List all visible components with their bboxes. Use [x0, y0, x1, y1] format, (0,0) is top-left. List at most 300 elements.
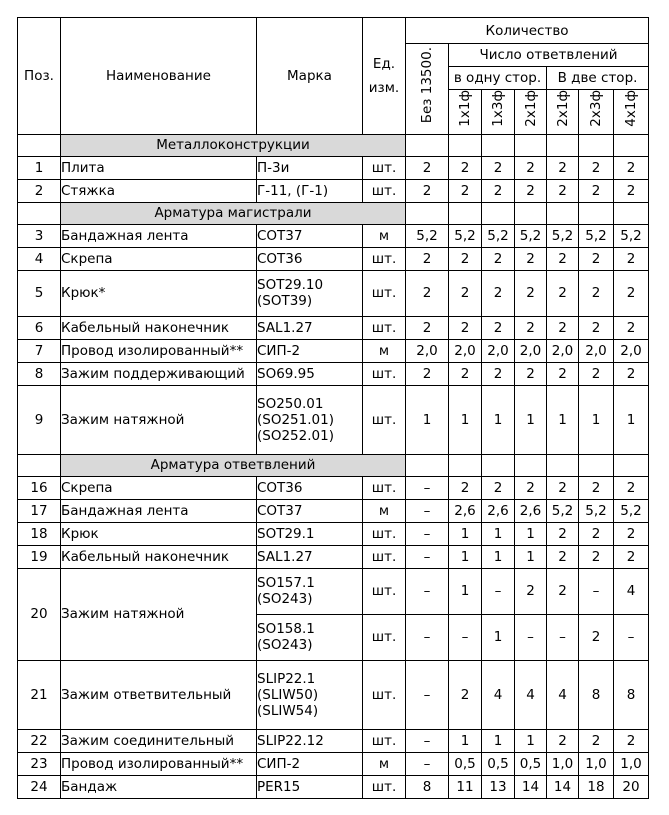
cell-empty	[18, 134, 61, 156]
cell-value: 2	[547, 522, 579, 545]
cell-value: 1	[482, 522, 515, 545]
cell-value: 2,0	[579, 339, 614, 362]
cell-value: 2	[449, 316, 482, 339]
cell-value: 5,2	[579, 499, 614, 522]
cell-empty	[579, 134, 614, 156]
cell-value: 1,0	[579, 752, 614, 775]
header-col	[579, 90, 614, 135]
cell-value: –	[515, 614, 547, 660]
mark-line: SO157.1	[257, 575, 315, 592]
cell-value: 4	[547, 660, 579, 729]
cell-name: Провод изолированный**	[61, 339, 257, 362]
cell-unit: шт.	[363, 385, 406, 454]
cell-value: 2	[482, 316, 515, 339]
cell-value: –	[482, 568, 515, 614]
cell-value: 1	[515, 385, 547, 454]
cell-value: 2,0	[406, 339, 449, 362]
cell-value: 2	[515, 179, 547, 202]
cell-empty	[482, 454, 515, 476]
section-title: Металлоконструкции	[61, 134, 406, 156]
header-col	[515, 90, 547, 135]
cell-value: 1	[614, 385, 649, 454]
cell-empty	[614, 454, 649, 476]
mark-line: (SLIW50)	[257, 686, 319, 703]
cell-empty	[515, 134, 547, 156]
cell-value: 5,2	[547, 499, 579, 522]
cell-value: 1	[515, 522, 547, 545]
cell-value: 4	[482, 660, 515, 729]
cell-name: Провод изолированный**	[61, 752, 257, 775]
table-row	[18, 385, 649, 454]
cell-value: 5,2	[547, 224, 579, 247]
table-row	[18, 522, 649, 545]
cell-mark	[257, 224, 363, 247]
section-title: Арматура магистрали	[61, 202, 406, 224]
cell-value: 2	[614, 179, 649, 202]
header-col-label: 2х1ф	[554, 90, 571, 127]
header-col-label: 4х1ф	[623, 90, 640, 127]
cell-empty	[547, 134, 579, 156]
cell-pos: 9	[18, 385, 61, 454]
mark-line: COT37	[257, 227, 303, 244]
cell-value: 1	[449, 522, 482, 545]
cell-value: 2	[482, 270, 515, 316]
cell-mark	[257, 660, 363, 729]
cell-value: 2	[449, 247, 482, 270]
cell-mark	[257, 385, 363, 454]
mark-line: SO250.01	[257, 395, 324, 412]
cell-value: 1	[482, 729, 515, 752]
cell-value: 2	[547, 247, 579, 270]
cell-value: 11	[449, 775, 482, 798]
cell-empty	[515, 202, 547, 224]
cell-value: 2	[579, 614, 614, 660]
cell-mark	[257, 339, 363, 362]
cell-value: 1	[515, 729, 547, 752]
cell-value: 2	[482, 156, 515, 179]
mark-line: SAL1.27	[257, 319, 313, 336]
mark-line: SAL1.27	[257, 548, 313, 565]
cell-value: 2	[406, 362, 449, 385]
cell-name: Зажим ответвительный	[61, 660, 257, 729]
mark-line: П-3и	[257, 159, 290, 176]
cell-value: 2	[614, 522, 649, 545]
cell-pos: 3	[18, 224, 61, 247]
cell-value: 2	[614, 476, 649, 499]
cell-value: 14	[515, 775, 547, 798]
cell-value: 14	[547, 775, 579, 798]
cell-unit: шт.	[363, 156, 406, 179]
cell-value: 1	[515, 545, 547, 568]
header-col	[482, 90, 515, 135]
mark-line: SOT29.10	[257, 277, 324, 294]
mark-line: SLIP22.1	[257, 670, 316, 687]
cell-value: –	[406, 752, 449, 775]
cell-value: 2	[449, 179, 482, 202]
cell-empty	[547, 202, 579, 224]
cell-empty	[482, 134, 515, 156]
cell-mark	[257, 476, 363, 499]
header-quantity: Количество	[406, 18, 649, 44]
cell-value: –	[406, 545, 449, 568]
table-row	[18, 316, 649, 339]
cell-value: 1,0	[547, 752, 579, 775]
cell-value: 2	[579, 476, 614, 499]
cell-unit: шт.	[363, 568, 406, 614]
cell-mark	[257, 179, 363, 202]
table-row	[18, 339, 649, 362]
cell-value: 2	[406, 270, 449, 316]
mark-line: SO158.1	[257, 621, 315, 638]
cell-empty	[406, 134, 449, 156]
cell-empty	[18, 202, 61, 224]
mark-line: (SO243)	[257, 591, 313, 608]
table-row	[18, 568, 649, 614]
cell-mark	[257, 156, 363, 179]
mark-line: СИП-2	[257, 755, 301, 772]
cell-value: 2	[579, 247, 614, 270]
table-row	[18, 247, 649, 270]
cell-value: 2	[579, 729, 614, 752]
cell-value: 5,2	[449, 224, 482, 247]
cell-mark	[257, 729, 363, 752]
cell-mark	[257, 522, 363, 545]
cell-unit: шт.	[363, 729, 406, 752]
cell-value: –	[406, 476, 449, 499]
cell-value: 2,6	[482, 499, 515, 522]
cell-value: –	[579, 568, 614, 614]
table-row	[18, 752, 649, 775]
cell-empty	[579, 202, 614, 224]
header-without	[406, 44, 449, 135]
cell-name: Бандажная лента	[61, 499, 257, 522]
cell-value: 2	[449, 362, 482, 385]
cell-pos: 1	[18, 156, 61, 179]
cell-value: 2,0	[449, 339, 482, 362]
cell-unit: м	[363, 499, 406, 522]
cell-value: 2	[614, 156, 649, 179]
cell-unit: шт.	[363, 660, 406, 729]
cell-value: 2	[449, 270, 482, 316]
cell-pos: 5	[18, 270, 61, 316]
table-row	[18, 476, 649, 499]
cell-value: 2	[515, 362, 547, 385]
specification-table	[17, 17, 649, 799]
cell-value: –	[406, 614, 449, 660]
cell-empty	[547, 454, 579, 476]
cell-value: 1	[579, 385, 614, 454]
cell-name: Плита	[61, 156, 257, 179]
cell-value: 1	[449, 729, 482, 752]
mark-line: SO69.95	[257, 365, 315, 382]
cell-name: Крюк	[61, 522, 257, 545]
cell-value: 2	[547, 568, 579, 614]
table-row	[18, 545, 649, 568]
table-row	[18, 156, 649, 179]
cell-value: 2	[449, 476, 482, 499]
cell-value: 1	[449, 568, 482, 614]
cell-value: 8	[579, 660, 614, 729]
cell-value: 1	[482, 614, 515, 660]
cell-value: 2,0	[547, 339, 579, 362]
cell-unit: шт.	[363, 247, 406, 270]
cell-value: 2	[614, 247, 649, 270]
cell-mark	[257, 545, 363, 568]
cell-value: 2	[614, 270, 649, 316]
cell-mark	[257, 752, 363, 775]
cell-empty	[449, 134, 482, 156]
cell-mark	[257, 316, 363, 339]
cell-value: 2,6	[449, 499, 482, 522]
cell-empty	[614, 134, 649, 156]
cell-value: 1	[406, 385, 449, 454]
mark-line: СИП-2	[257, 342, 301, 359]
cell-value: 2	[406, 179, 449, 202]
header-col	[614, 90, 649, 135]
section-row	[18, 134, 649, 156]
table-row	[18, 362, 649, 385]
cell-value: 2	[482, 476, 515, 499]
cell-value: 1	[482, 545, 515, 568]
header-one-side: в одну стор.	[449, 67, 547, 90]
mark-line: (SO243)	[257, 637, 313, 654]
cell-unit: м	[363, 224, 406, 247]
section-row	[18, 202, 649, 224]
cell-value: 2	[449, 156, 482, 179]
cell-name: Бандажная лента	[61, 224, 257, 247]
cell-name: Зажим поддерживающий	[61, 362, 257, 385]
cell-value: 2	[515, 270, 547, 316]
cell-value: 2	[547, 729, 579, 752]
cell-pos: 8	[18, 362, 61, 385]
cell-value: 2	[614, 545, 649, 568]
cell-value: 13	[482, 775, 515, 798]
header-two-sides: В две стор.	[547, 67, 649, 90]
cell-empty	[482, 202, 515, 224]
cell-empty	[406, 202, 449, 224]
cell-unit: шт.	[363, 522, 406, 545]
cell-unit: м	[363, 752, 406, 775]
cell-value: 5,2	[579, 224, 614, 247]
cell-value: 0,5	[515, 752, 547, 775]
cell-mark	[257, 247, 363, 270]
cell-value: 2	[579, 270, 614, 316]
header-col-label: 1х1ф	[457, 90, 473, 127]
cell-mark	[257, 362, 363, 385]
header-col-label: 2х1ф	[522, 90, 539, 127]
cell-empty	[614, 202, 649, 224]
cell-name: Бандаж	[61, 775, 257, 798]
cell-value: –	[614, 614, 649, 660]
cell-value: 1,0	[614, 752, 649, 775]
section-row	[18, 454, 649, 476]
cell-name: Кабельный наконечник	[61, 545, 257, 568]
cell-value: 2	[614, 362, 649, 385]
cell-value: 2	[406, 316, 449, 339]
cell-name: Зажим натяжной	[61, 568, 257, 660]
cell-pos: 2	[18, 179, 61, 202]
cell-pos: 17	[18, 499, 61, 522]
cell-value: 2	[579, 316, 614, 339]
cell-value: –	[406, 729, 449, 752]
cell-pos: 21	[18, 660, 61, 729]
header-col-label: 2х3ф	[588, 90, 604, 127]
cell-value: –	[406, 568, 449, 614]
mark-line: (SOT39)	[257, 293, 313, 310]
cell-value: 2	[482, 362, 515, 385]
cell-empty	[449, 202, 482, 224]
table-row	[18, 775, 649, 798]
cell-mark	[257, 775, 363, 798]
cell-name: Стяжка	[61, 179, 257, 202]
cell-value: 18	[579, 775, 614, 798]
cell-value: 2	[547, 270, 579, 316]
cell-empty	[515, 454, 547, 476]
cell-value: 4	[515, 660, 547, 729]
cell-value: 2,0	[482, 339, 515, 362]
table-row	[18, 270, 649, 316]
mark-line: (SO252.01)	[257, 427, 334, 444]
header-unit: Ед. изм.	[363, 18, 406, 135]
cell-name: Скрепа	[61, 247, 257, 270]
cell-value: 2	[482, 247, 515, 270]
cell-pos: 24	[18, 775, 61, 798]
cell-name: Кабельный наконечник	[61, 316, 257, 339]
cell-value: 2	[482, 179, 515, 202]
cell-value: 2	[515, 156, 547, 179]
cell-name: Зажим соединительный	[61, 729, 257, 752]
cell-value: 20	[614, 775, 649, 798]
cell-value: 2	[515, 568, 547, 614]
cell-name: Скрепа	[61, 476, 257, 499]
cell-value: 8	[614, 660, 649, 729]
cell-value: 2	[515, 247, 547, 270]
cell-value: –	[406, 499, 449, 522]
cell-value: 5,2	[614, 499, 649, 522]
cell-value: 0,5	[449, 752, 482, 775]
cell-value: –	[406, 522, 449, 545]
header-mark: Марка	[257, 18, 363, 135]
cell-value: 2,0	[614, 339, 649, 362]
cell-empty	[579, 454, 614, 476]
cell-name: Крюк*	[61, 270, 257, 316]
cell-value: 2	[547, 362, 579, 385]
mark-line: COT37	[257, 502, 303, 519]
cell-value: 2	[515, 476, 547, 499]
cell-value: 2	[547, 179, 579, 202]
mark-line: SLIP22.12	[257, 732, 324, 749]
cell-value: –	[449, 614, 482, 660]
cell-unit: шт.	[363, 476, 406, 499]
mark-line: PER15	[257, 778, 301, 795]
cell-pos: 19	[18, 545, 61, 568]
cell-pos: 16	[18, 476, 61, 499]
cell-pos: 6	[18, 316, 61, 339]
table-row	[18, 224, 649, 247]
cell-value: 0,5	[482, 752, 515, 775]
cell-value: 1	[449, 385, 482, 454]
table-row	[18, 660, 649, 729]
cell-pos: 22	[18, 729, 61, 752]
cell-value: 2	[547, 476, 579, 499]
cell-unit: шт.	[363, 545, 406, 568]
cell-mark	[257, 270, 363, 316]
cell-value: 2	[406, 156, 449, 179]
cell-value: 2	[614, 729, 649, 752]
cell-value: 2	[614, 316, 649, 339]
cell-pos: 23	[18, 752, 61, 775]
cell-value: 2	[547, 545, 579, 568]
cell-empty	[406, 454, 449, 476]
cell-value: –	[547, 614, 579, 660]
cell-value: 2	[579, 545, 614, 568]
cell-value: 2	[547, 316, 579, 339]
cell-empty	[449, 454, 482, 476]
cell-mark	[257, 614, 363, 660]
cell-unit: шт.	[363, 179, 406, 202]
mark-line: COT36	[257, 250, 303, 267]
cell-value: 4	[614, 568, 649, 614]
cell-mark	[257, 568, 363, 614]
cell-value: 2	[515, 316, 547, 339]
cell-value: 5,2	[482, 224, 515, 247]
cell-pos: 18	[18, 522, 61, 545]
header-name: Наименование	[61, 18, 257, 135]
mark-line: (SLIW54)	[257, 702, 319, 719]
cell-mark	[257, 499, 363, 522]
cell-unit: шт.	[363, 775, 406, 798]
cell-unit: шт.	[363, 614, 406, 660]
header-col-label: 1х3ф	[490, 90, 506, 127]
header-without-label: Без 13500.	[419, 47, 435, 124]
mark-line: COT36	[257, 479, 303, 496]
mark-line: SOT29.1	[257, 525, 315, 542]
header-branches: Число ответвлений	[449, 44, 649, 67]
table-row	[18, 179, 649, 202]
cell-value: 2	[579, 179, 614, 202]
cell-value: 2	[579, 156, 614, 179]
cell-value: 5,2	[515, 224, 547, 247]
cell-value: –	[406, 660, 449, 729]
cell-value: 2	[406, 247, 449, 270]
cell-value: 5,2	[614, 224, 649, 247]
cell-value: 2	[449, 660, 482, 729]
cell-pos: 20	[18, 568, 61, 660]
section-title: Арматура ответвлений	[61, 454, 406, 476]
mark-line: Г-11, (Г-1)	[257, 182, 329, 199]
cell-pos: 4	[18, 247, 61, 270]
cell-value: 2,6	[515, 499, 547, 522]
mark-line: (SO251.01)	[257, 411, 334, 428]
cell-value: 2	[579, 362, 614, 385]
cell-unit: шт.	[363, 362, 406, 385]
cell-pos: 7	[18, 339, 61, 362]
cell-unit: шт.	[363, 316, 406, 339]
header-pos: Поз.	[18, 18, 61, 135]
table-row	[18, 499, 649, 522]
header-col	[547, 90, 579, 135]
cell-value: 2	[547, 156, 579, 179]
cell-value: 1	[482, 385, 515, 454]
cell-name: Зажим натяжной	[61, 385, 257, 454]
cell-empty	[18, 454, 61, 476]
cell-value: 5,2	[406, 224, 449, 247]
table-row	[18, 729, 649, 752]
cell-value: 2,0	[515, 339, 547, 362]
cell-value: 1	[547, 385, 579, 454]
cell-value: 2	[579, 522, 614, 545]
cell-unit: шт.	[363, 270, 406, 316]
